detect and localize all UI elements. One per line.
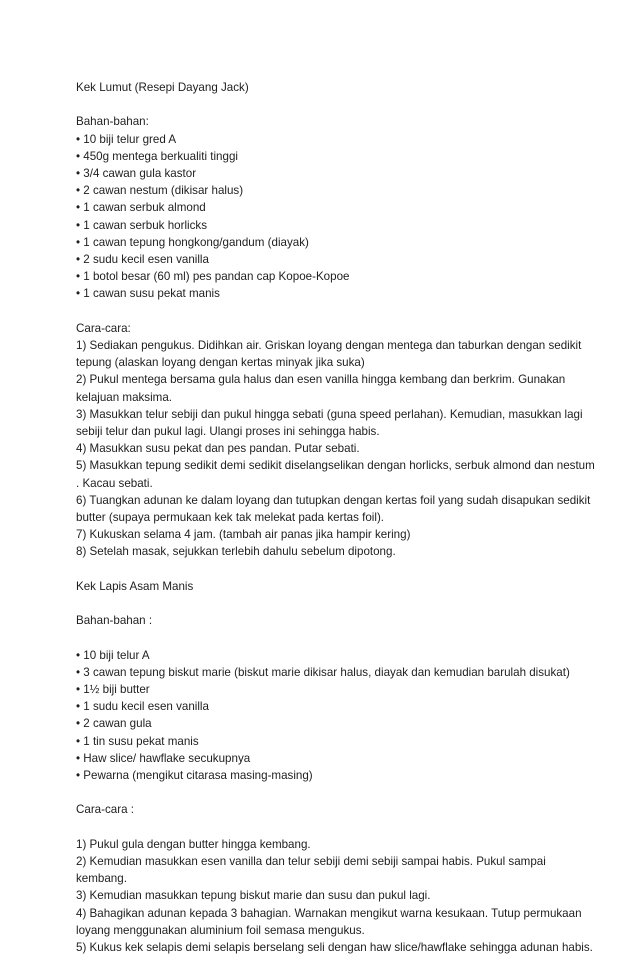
- ingredient-item: • 1 cawan serbuk horlicks: [76, 218, 208, 232]
- ingredient-item: • 450g mentega berkualiti tinggi: [76, 149, 238, 163]
- ingredient-item: • Haw slice/ hawflake secukupnya: [76, 751, 251, 765]
- ingredient-item: • Pewarna (mengikut citarasa masing-masing): [76, 769, 313, 783]
- method-step: [76, 406, 583, 440]
- ingredient-item: • 3/4 cawan gula kastor: [76, 167, 197, 180]
- step-line: 7) Kukuskan selama 4 jam. (tambah air panas jika hampir kering): [76, 528, 411, 542]
- step-line: 5) Kukus kek selapis demi selapis berselang seli dengan haw slice/hawflake sehingga adunan habis.: [76, 941, 593, 955]
- method-steps: [76, 836, 593, 956]
- method-step: [76, 526, 554, 543]
- step-line: 6) Tuangkan adunan ke dalam loyang dan tutupkan dengan kertas foil yang sudah disapukan sedikit: [76, 493, 591, 507]
- step-line: 3) Kemudian masukkan tepung biskut marie dan susu dan pukul lagi.: [76, 889, 431, 903]
- method-steps: [76, 337, 595, 561]
- document-page: [76, 79, 595, 956]
- recipe-title: Kek Lapis Asam Manis: [76, 579, 194, 593]
- method-step: [76, 887, 554, 904]
- spacer: [76, 96, 554, 113]
- method-step: [76, 543, 554, 560]
- recipe-title: Kek Lumut (Resepi Dayang Jack): [76, 81, 249, 94]
- method-step: [76, 492, 591, 526]
- step-line: kembang.: [76, 872, 127, 886]
- step-line: butter (supaya permukaan kek tak melekat pada kertas foil).: [76, 511, 385, 525]
- method-step: [76, 939, 593, 956]
- step-line: 5) Masukkan tepung sedikit demi sedikit diselangselikan dengan horlicks, serbuk almond dan nestum: [76, 459, 595, 473]
- step-line: 4) Masukkan susu pekat dan pes pandan. Putar sebati.: [76, 442, 360, 456]
- ingredient-item: • 2 cawan gula: [76, 717, 152, 731]
- ingredient-item: • 2 sudu kecil esen vanilla: [76, 253, 209, 267]
- ingredient-list: [76, 647, 570, 785]
- step-line: loyang menggunakan aluminium foil semasa mengukus.: [76, 923, 365, 937]
- step-line: 2) Kemudian masukkan esen vanilla dan telur sebiji demi sebiji sampai habis. Pukul sampai: [76, 855, 546, 869]
- method-step: [76, 371, 566, 405]
- step-line: tepung (alaskan loyang dengan kertas minyak jika suka): [76, 356, 365, 370]
- spacer: [76, 595, 554, 612]
- step-line: . Kacau sebati.: [76, 476, 153, 490]
- spacer: [76, 819, 554, 836]
- step-line: 4) Bahagikan adunan kepada 3 bahagian. Warnakan mengikut warna kesukaan. Tutup permukaan: [76, 906, 582, 920]
- method-step: [76, 337, 582, 371]
- method-step: [76, 853, 554, 887]
- step-line: sebiji telur dan pukul lagi. Ulangi proses ini sehingga habis.: [76, 425, 380, 439]
- ingredient-item: • 1 botol besar (60 ml) pes pandan cap Kopoe-Kopoe: [76, 270, 350, 284]
- ingredient-item: • 2 cawan nestum (dikisar halus): [76, 184, 244, 198]
- step-line: 8) Setelah masak, sejukkan terlebih dahulu sebelum dipotong.: [76, 545, 396, 559]
- ingredient-item: • 10 biji telur A: [76, 648, 150, 662]
- method-step: [76, 836, 554, 853]
- step-line: 3) Masukkan telur sebiji dan pukul hingga sebati (guna speed perlahan). Kemudian, masukkan lagi: [76, 407, 583, 421]
- spacer: [76, 561, 554, 578]
- step-line: 1) Pukul gula dengan butter hingga kembang.: [76, 837, 311, 851]
- step-line: 2) Pukul mentega bersama gula halus dan esen vanilla hingga kembang dan berkrim. Gunakan: [76, 373, 566, 387]
- method-heading: Cara-cara:: [76, 321, 131, 335]
- spacer: [76, 784, 554, 801]
- ingredient-item: • 1 tin susu pekat manis: [76, 734, 199, 748]
- ingredient-list: [76, 131, 554, 303]
- ingredient-item: • 1 sudu kecil esen vanilla: [76, 700, 209, 714]
- ingredient-item: • 1 cawan susu pekat manis: [76, 287, 220, 301]
- method-heading: Cara-cara :: [76, 803, 134, 817]
- spacer: [76, 303, 554, 320]
- ingredients-heading: Bahan-bahan :: [76, 614, 153, 628]
- ingredient-item: • 1 cawan tepung hongkong/gandum (diayak): [76, 235, 309, 249]
- ingredient-item: • 1 cawan serbuk almond: [76, 201, 206, 215]
- method-step: [76, 457, 595, 491]
- method-step: [76, 440, 554, 457]
- spacer: [76, 629, 554, 646]
- ingredient-item: • 10 biji telur gred A: [76, 132, 177, 146]
- method-step: [76, 905, 582, 939]
- step-line: kelajuan maksima.: [76, 390, 173, 404]
- step-line: 1) Sediakan pengukus. Didihkan air. Griskan loyang dengan mentega dan taburkan dengan sedikit: [76, 339, 582, 353]
- ingredient-item: • 3 cawan tepung biskut marie (biskut marie dikisar halus, diayak dan kemudian barulah disukat): [76, 665, 570, 679]
- ingredients-heading: Bahan-bahan:: [76, 115, 149, 129]
- ingredient-item: • 1½ biji butter: [76, 683, 150, 697]
